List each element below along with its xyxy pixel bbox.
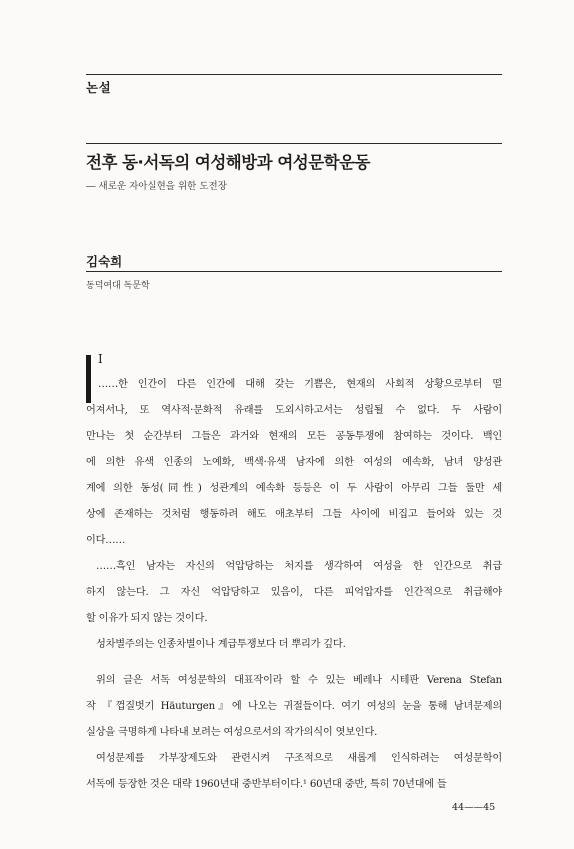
body-line: 만나는 첫 순간부터 그들은 과거와 현재의 모든 공동투쟁에 참여하는 것이다. 백인 xyxy=(86,431,502,442)
body-line: 작 『껍질벗기 Häuturgen』에 나오는 귀절들이다. 여기 여성의 눈을 통해 남녀문제의 xyxy=(86,701,502,712)
drop-bar-ornament xyxy=(86,355,91,403)
article-subtitle: ― 새로운 자아실현을 위한 도전장 xyxy=(86,181,227,192)
author-rule xyxy=(86,271,502,272)
body-line: 하지 않는다. 그 자신 억압당하고 있음이, 다른 피억압자를 인간적으로 취급해야 xyxy=(86,587,502,598)
body-line: 위의 글은 서독 여성문학의 대표작이라 할 수 있는 베레나 시테판 Verena Stefan xyxy=(96,675,502,686)
section-label: 논설 xyxy=(86,80,112,95)
top-rule xyxy=(86,74,502,75)
body-line: 어져서나, 또 역사적·문화적 유래를 도외시하고서는 성립될 수 없다. 두 사람이 xyxy=(86,405,502,416)
body-line: 상에 존재하는 것처럼 행동하려 해도 애초부터 그들 사이에 비집고 들어와 있는 것 xyxy=(86,509,502,520)
page-number: 44——45 xyxy=(452,802,496,813)
body-line: 이다…… xyxy=(86,535,126,546)
body-line: ……흑인 남자는 자신의 억압당하는 처지를 생각하여 여성을 한 인간으로 취급 xyxy=(96,561,502,572)
body-line: 할 이유가 되지 않는 것이다. xyxy=(86,613,208,624)
body-line: 성차별주의는 인종차별이나 계급투쟁보다 더 뿌리가 깊다. xyxy=(96,639,346,650)
body-line: 여성문제를 가부장제도와 관련시켜 구조적으로 새롭게 인식하려는 여성문학이 xyxy=(96,753,502,764)
body-line: 계에 의한 동성(同性) 성관계의 예속화 등등은 이 두 사람이 아무리 그들 둘만 세 xyxy=(86,483,502,494)
body-line: ……한 인간이 다른 인간에 대해 갖는 기쁨은, 현재의 사회적 상황으로부터 떨 xyxy=(98,379,502,390)
article-title: 전후 동·서독의 여성해방과 여성문학운동 xyxy=(86,153,370,172)
body-line: 에 의한 유색 인종의 노예화, 백색·유색 남자에 의한 여성의 예속화, 남녀 양성관 xyxy=(86,457,502,468)
author-affiliation: 동덕여대 독문학 xyxy=(86,281,150,291)
body-line: 서독에 등장한 것은 대략 1960년대 중반부터이다.¹ 60년대 중반, 특히 70년대에 들 xyxy=(86,779,447,790)
section-number: I xyxy=(98,352,103,366)
title-rule xyxy=(86,143,502,144)
body-line: 실상을 극명하게 나타내 보려는 여성으로서의 작가의식이 엿보인다. xyxy=(86,727,378,738)
author-name: 김숙희 xyxy=(86,254,123,269)
